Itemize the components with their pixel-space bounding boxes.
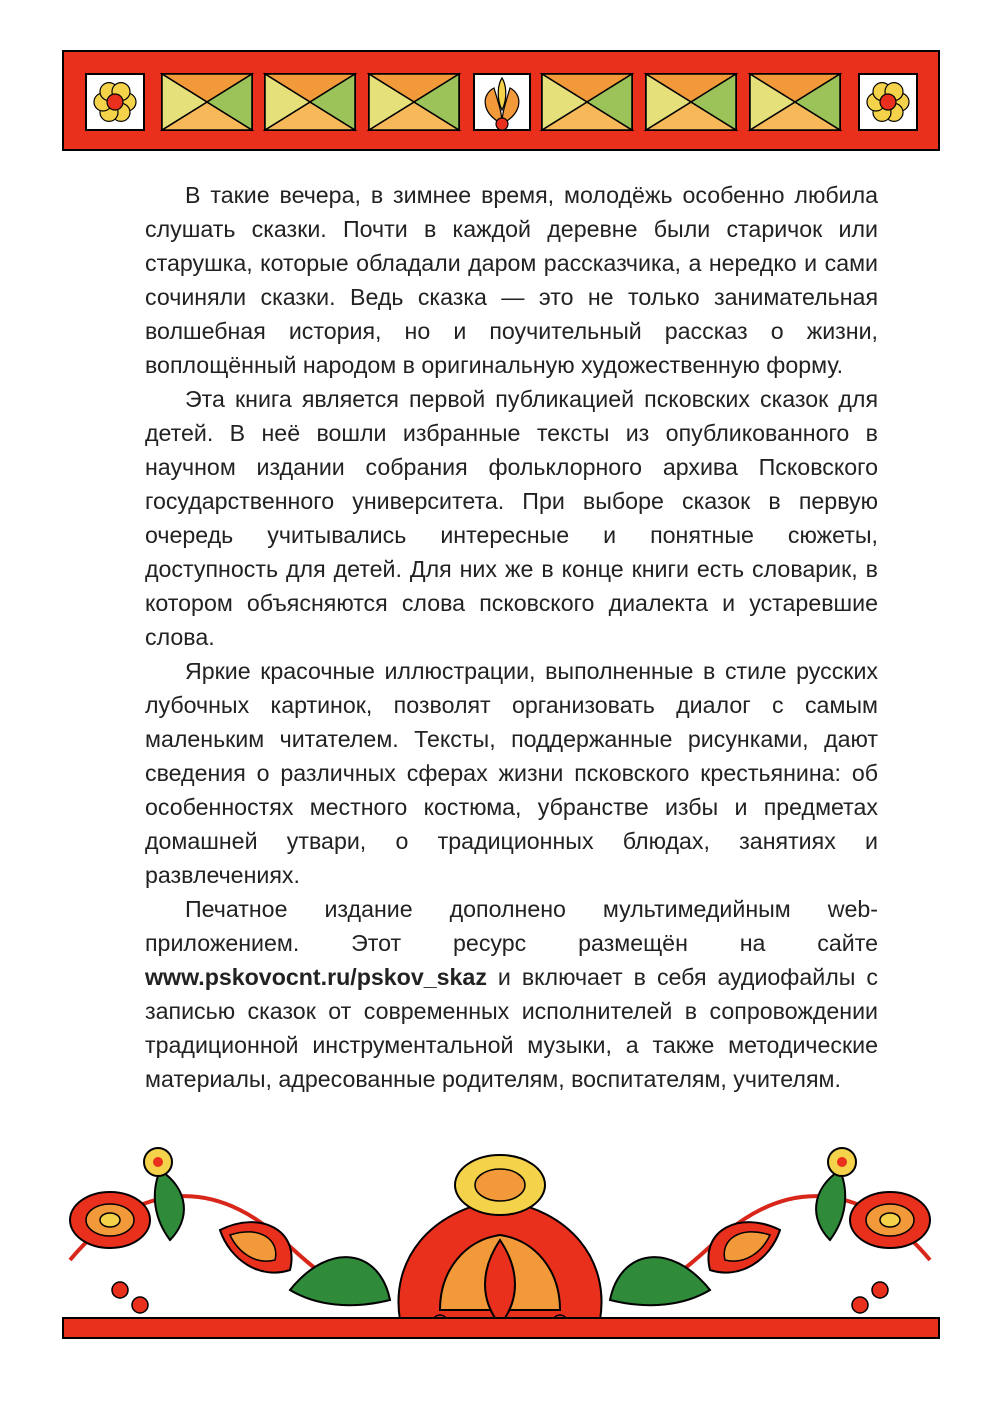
envelope-pattern-icon xyxy=(265,74,355,130)
right-flower-icon xyxy=(610,1148,930,1313)
website-link[interactable]: www.pskovocnt.ru/pskov_skaz xyxy=(145,964,487,990)
top-ornamental-border xyxy=(62,50,940,151)
paragraph-1: В такие вечера, в зимнее время, молодёжь особенно любила слушать сказки. Почти в каждой деревне были старичок или старушка, которые обладали даром рассказчика, а нередко и сами сочиняли сказки. Ведь сказка — это не только занимательная волшебная история, но и поучительный рассказ о жизни, воплощённый народом в оригинальную художественную форму. xyxy=(145,182,878,378)
flower-icon xyxy=(859,74,917,130)
paragraph-3: Яркие красочные иллюстрации, выполненные в стиле русских лубочных картинок, позволят организовать диалог с самым маленьким читателем. Тексты, поддержанные рисунками, дают сведения о различных сферах жизни псковского крестьянина: об особенностях местного костюма, убранстве избы и предметах домашней утвари, о традиционных блюдах, занятиях и развлечениях. xyxy=(145,658,878,888)
envelope-pattern-icon xyxy=(162,74,252,130)
paragraph-2: Эта книга является первой публикацией псковских сказок для детей. В неё вошли избранные тексты из опубликованного в научном издании собрания фольклорного архива Псковского государственного университета. При выборе сказок в первую очередь учитывались интересные и понятные сюжеты, доступность для детей. Для них же в конце книги есть словарик, в котором объясняются слова псковского диалекта и устаревшие слова. xyxy=(145,386,878,650)
floral-garland-icon xyxy=(60,1140,940,1335)
envelope-pattern-icon xyxy=(542,74,632,130)
body-text xyxy=(145,178,878,1096)
envelope-pattern-icon xyxy=(369,74,459,130)
envelope-pattern-icon xyxy=(750,74,840,130)
flower-icon xyxy=(86,74,144,130)
leaf-sprout-icon xyxy=(474,74,530,130)
left-flower-icon xyxy=(70,1148,390,1313)
center-flower-icon xyxy=(398,1155,601,1329)
bottom-ornamental-border xyxy=(62,1317,940,1339)
paragraph-4 xyxy=(145,892,878,1096)
envelope-pattern-icon xyxy=(646,74,736,130)
paragraph-4-text-before: Печатное издание дополнено мультимедийным web-приложением. Этот ресурс размещён на сайте xyxy=(145,896,878,956)
paragraph-4-text-after: и включает в себя аудиофайлы с записью сказок от современных исполнителей в сопровождении традиционной инструментальной музыки, а также методические материалы, адресованные родителям, воспитателям, учителям. xyxy=(145,964,878,1092)
top-ornament-pattern xyxy=(64,52,942,153)
